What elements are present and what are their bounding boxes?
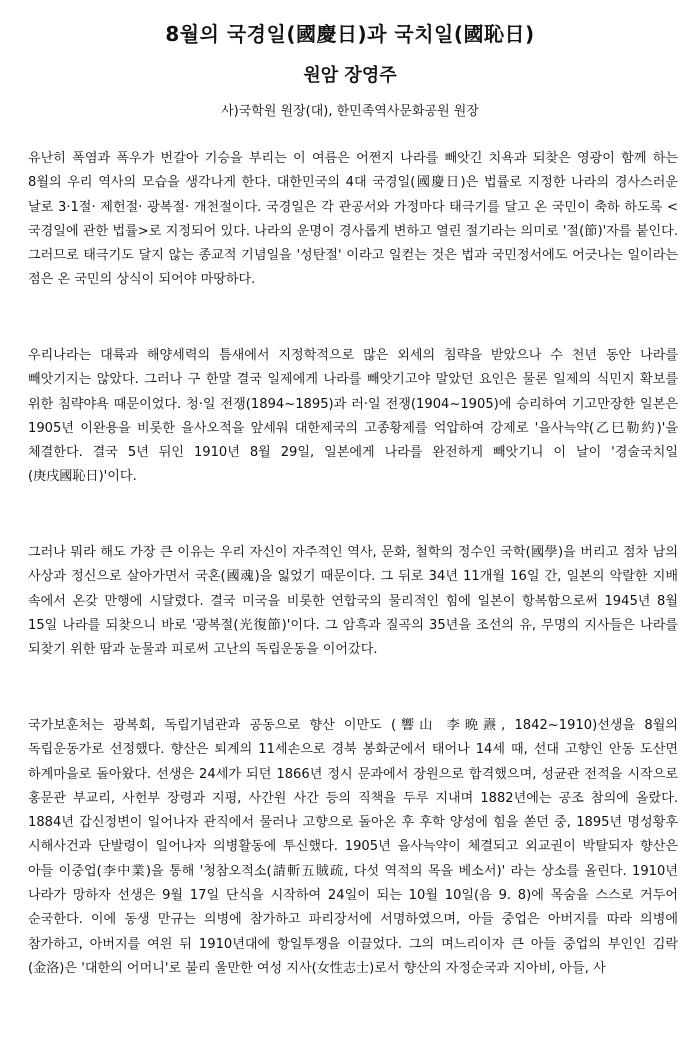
author-name: 원암 장영주 — [303, 65, 397, 86]
paragraph-liberation: 그러나 뭐라 해도 가장 큰 이유는 우리 자신이 자주적인 역사, 문화, 철학의 정수인 국학(國學)을 버리고 점차 남의 사상과 정신으로 살아가면서 국혼(國魂)을 잃었기 때문이다. 그 뒤로 34년 11개월 16일 간, 일본의 악랄한 지배 속에서 온갖 만행에 시달렸다. 결국 미국을 비롯한 연합국의 물리적인 힘에 일본이 항복함으로써 1945년 8월 15일 나라를 되찾으니 바로 '광복절(光復節)'이다. 그 암흑과 질곡의 35년을 조선의 유, 무명의 지사들은 나라를 되찾기 위한 땀과 눈물과 피로써 고난의 독립운동을 이어갔다. — [28, 545, 678, 658]
author-affiliation: 사)국학원 원장(대), 한민족역사문화공원 원장 — [221, 104, 479, 119]
paragraph-independence-activist: 국가보훈처는 광복회, 독립기념관과 공동으로 향산 이만도 (響山 李晩燾, 1842~1910)선생을 8월의 독립운동가로 선정했다. 향산은 퇴계의 11세손으로 경북 봉화군에서 태어나 14세 때, 선대 고향인 안동 도산면 하계마을로 돌아왔다. 선생은 24세가 되던 1866년 정시 문과에서 장원으로 합격했으며, 성균관 전적을 시작으로 홍문관 부교리, 사헌부 장령과 지평, 사간원 사간 등의 직책을 두루 지내며 1882년에는 공조 참의에 올랐다. 1884년 갑신정변이 일어나자 관직에서 물러나 고향으로 돌아온 후 후학 양성에 힘을 쏟던 중, 1895년 명성황후 시해사건과 단발령이 일어나자 의병활동에 투신했다. 1905년 을사늑약이 체결되고 외교권이 박탈되자 향산은 아들 이중업(李中業)을 통해 '청참오적소(請斬五賊疏, 다섯 역적의 목을 베소서)' 라는 상소를 올린다. 1910년 나라가 망하자 선생은 9월 17일 단식을 시작하여 24일이 되는 10월 10일(음 9. 8)에 목숨을 스스로 거두어 순국한다. 이에 동생 만규는 의병에 참가하고 파리장서에 서명하였으며, 아들 중업은 아버지를 따라 의병에 참가하고, 아버지를 여읜 뒤 1910년대에 항일투쟁을 이끌었다. 그의 며느리이자 큰 아들 중업의 부인인 김락(金洛)은 '대한의 어머니'로 불리 울만한 여성 지사(女性志士)로서 향산의 자정순국과 지아비, 아들, 사 — [28, 718, 678, 976]
paragraph-national-holidays: 유난히 폭염과 폭우가 번갈아 기승을 부리는 이 여름은 어쩐지 나라를 빼앗긴 치욕과 되찾은 영광이 함께 하는 8월의 우리 역사의 모습을 생각나게 한다. 대한민국의 4대 국경일(國慶日)은 법률로 지정한 나라의 경사스러운 날로 3·1절· 제헌절· 광복절· 개천절이다. 국경일은 각 관공서와 가정마다 태극기를 달고 온 국민이 축하 하도록 <국경일에 관한 법률>로 지정되어 있다. 나라의 운명이 경사롭게 변하고 열린 절기라는 의미로 '절(節)'자를 붙인다. 그러므로 태극기도 달지 않는 종교적 기념일을 '성탄절' 이라고 일컫는 것은 법과 국민정서에도 어긋나는 일이라는 점은 온 국민의 상식이 되어야 마땅하다. — [28, 151, 678, 288]
document-title: 8월의 국경일(國慶日)과 국치일(國恥日) — [165, 22, 535, 46]
paragraph-loss-of-sovereignty: 우리나라는 대륙과 해양세력의 틈새에서 지정학적으로 많은 외세의 침략을 받았으나 수 천년 동안 나라를 빼앗기지는 않았다. 그러나 구 한말 결국 일제에게 나라를 빼앗기고야 말았던 요인은 물론 일제의 식민지 확보를 위한 침략야욕 때문이었다. 청·일 전쟁(1894~1895)과 러·일 전쟁(1904~1905)에 승리하여 기고만장한 일본은 1905년 이완용을 비롯한 을사오적을 앞세워 대한제국의 고종황제를 억압하여 강제로 '을사늑약(乙巳勒約)'을 체결한다. 결국 5년 뒤인 1910년 8월 29일, 일본에게 나라를 완전하게 빼앗기니 이 날이 '경술국치일(庚戌國恥日)'이다. — [28, 348, 678, 485]
